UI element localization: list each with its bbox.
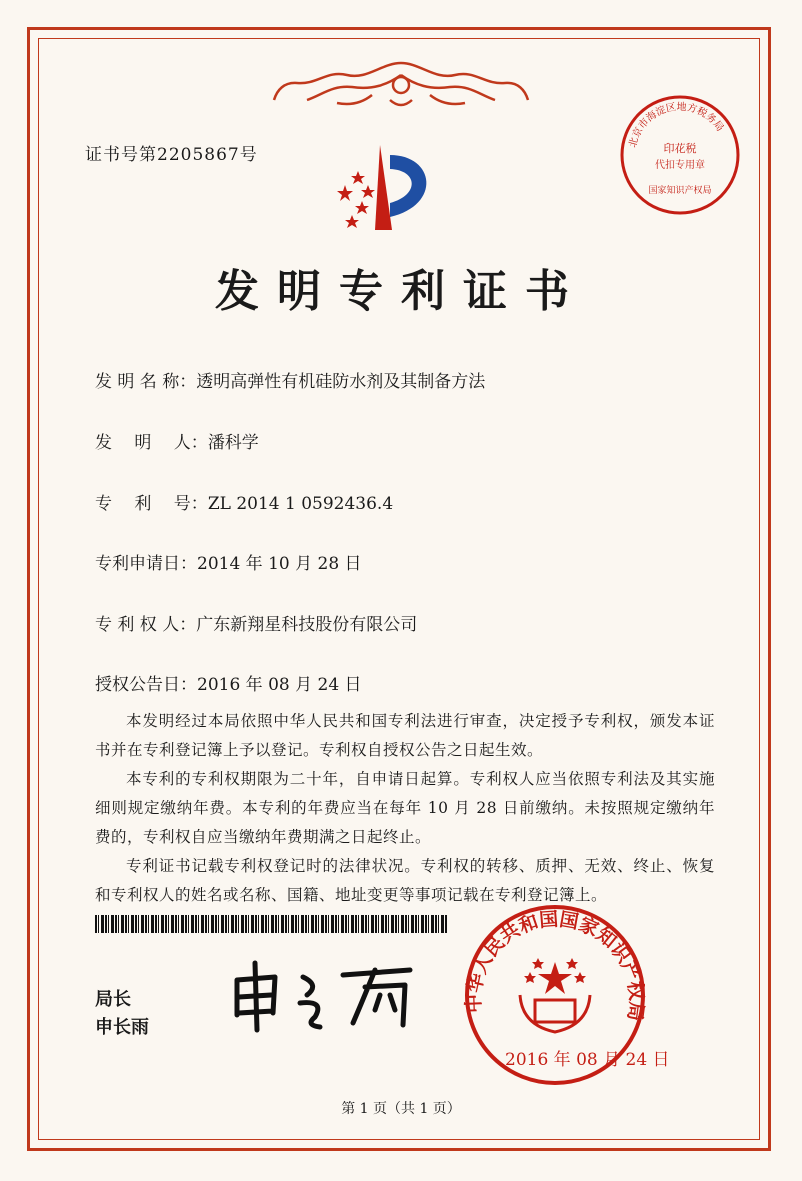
field-label: 专 利 权 人： xyxy=(95,615,197,635)
field-value: 广东新翔星科技股份有限公司 xyxy=(196,615,418,635)
tax-stamp xyxy=(615,90,745,220)
tax-stamp-line1: 印花税 xyxy=(663,142,697,155)
field-patent-number xyxy=(95,489,393,514)
field-grant-date xyxy=(95,670,362,695)
field-label: 专利申请日： xyxy=(95,554,197,574)
field-value: 2014 年 10 月 28 日 xyxy=(197,554,362,574)
body-paragraph: 专利证书记载专利权登记时的法律状况。专利权的转移、质押、无效、终止、恢复和专利权人的姓名或名称、国籍、地址变更等事项记载在专利登记簿上。 xyxy=(95,857,715,904)
field-value: ZL 2014 1 0592436.4 xyxy=(207,494,394,514)
tax-stamp-line2: 代扣专用章 xyxy=(655,160,705,171)
tax-stamp-ring-text: 北京市海淀区地方税务局 xyxy=(627,101,726,149)
certificate-number: 证书号第2205867号 xyxy=(85,145,258,165)
seal-ring-text: 中华人民共和国国家知识产权局 xyxy=(462,908,648,1023)
seal-date: 2016 年 08 月 24 日 xyxy=(505,1050,670,1070)
certificate-body xyxy=(95,707,715,910)
page-title: 发明专利证书 xyxy=(215,266,587,317)
field-application-date xyxy=(95,549,362,574)
field-label: 发 明 名 称： xyxy=(95,372,197,392)
field-label: 发 明 人： xyxy=(95,433,208,453)
director-name: 申长雨 xyxy=(95,1017,149,1038)
barcode xyxy=(95,915,447,933)
body-paragraph: 本发明经过本局依照中华人民共和国专利法进行审查，决定授予专利权，颁发本证书并在专利登记簿上予以登记。专利权自授权公告之日起生效。 xyxy=(95,712,715,759)
top-ornament xyxy=(270,55,532,115)
page-footer: 第 1 页（共 1 页） xyxy=(341,1101,461,1117)
field-value: 2016 年 08 月 24 日 xyxy=(197,675,362,695)
field-value: 潘科学 xyxy=(207,433,259,453)
field-invention-name xyxy=(95,367,485,392)
field-inventor xyxy=(95,428,259,453)
field-label: 授权公告日： xyxy=(95,675,197,695)
tax-stamp-bottom-text: 国家知识产权局 xyxy=(648,186,712,196)
patent-office-logo xyxy=(330,135,450,235)
field-patentee xyxy=(95,610,417,635)
signature xyxy=(225,955,425,1035)
field-label: 专 利 号： xyxy=(95,494,208,514)
director-title: 局长 xyxy=(95,989,131,1010)
body-paragraph: 本专利的专利权期限为二十年，自申请日起算。专利权人应当依照专利法及其实施细则规定缴纳年费。本专利的年费应当在每年 10 月 28 日前缴纳。未按照规定缴纳年费的，专利权自应当缴纳年费期满之日起终止。 xyxy=(95,770,715,846)
field-value: 透明高弹性有机硅防水剂及其制备方法 xyxy=(196,372,486,392)
